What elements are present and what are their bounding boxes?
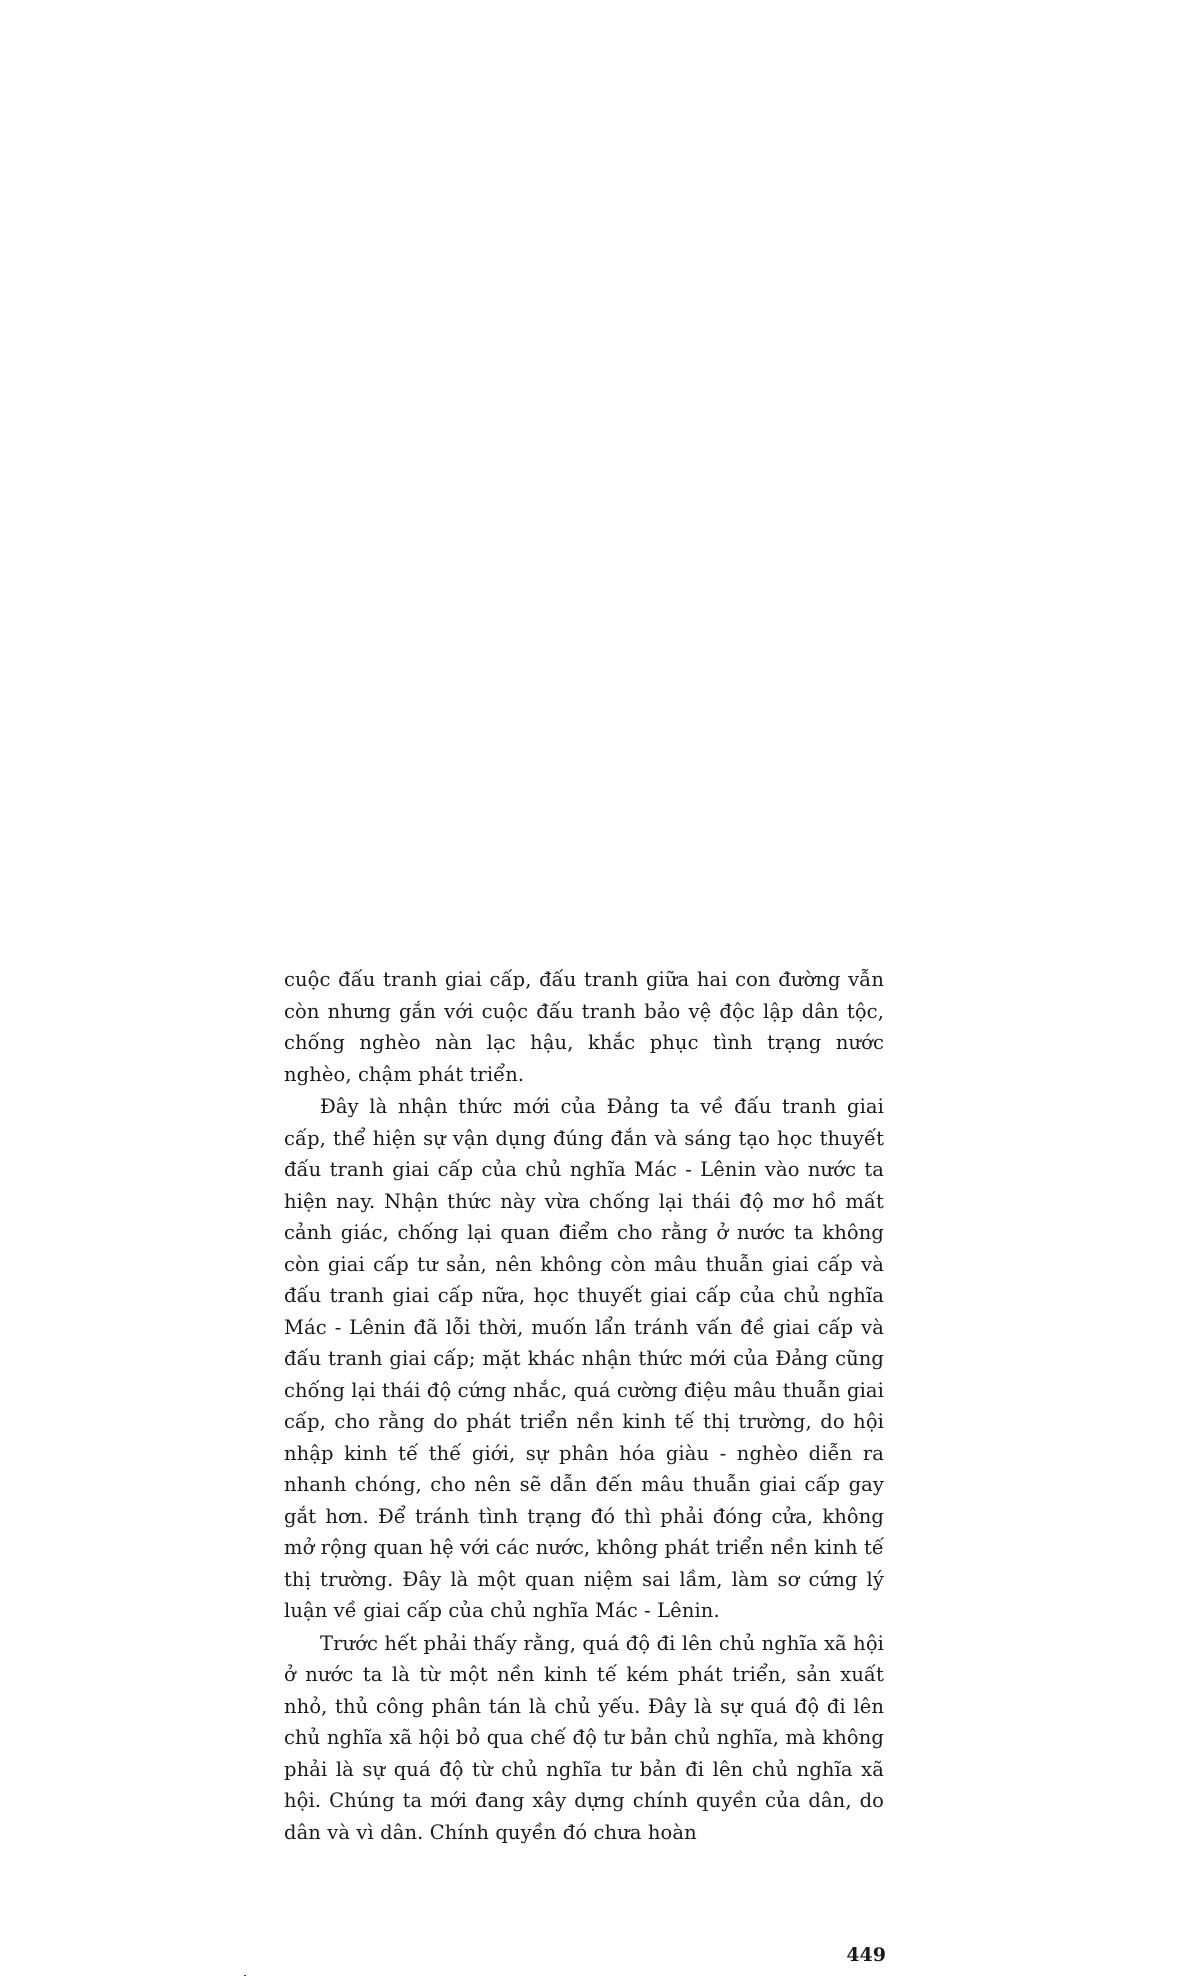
paragraph-class-struggle-awareness: Đây là nhận thức mới của Đảng ta về đấu tranh giai cấp, thể hiện sự vận dụng đúng đắn và sáng tạo học thuyết đấu tranh giai cấp của chủ nghĩa Mác - Lênin vào nước ta hiện nay. Nhận thức này vừa chống lại thái độ mơ hồ mất cảnh giác, chống lại quan điểm cho rằng ở nước ta không còn giai cấp tư sản, nên không còn mâu thuẫn giai cấp và đấu tranh giai cấp nữa, học thuyết giai cấp của chủ nghĩa Mác - Lênin đã lỗi thời, muốn lẩn tránh vấn đề giai cấp và đấu tranh giai cấp; mặt khác nhận thức mới của Đảng cũng chống lại thái độ cứng nhắc, quá cường điệu mâu thuẫn giai cấp, cho rằng do phát triển nền kinh tế thị trường, do hội nhập kinh tế thế giới, sự phân hóa giàu - nghèo diễn ra nhanh chóng, cho nên sẽ dẫn đến mâu thuẫn giai cấp gay gắt hơn. Để tránh tình trạng đó thì phải đóng cửa, không mở rộng quan hệ với các nước, không phát triển nền kinh tế thị trường. Đây là một quan niệm sai lầm, làm sơ cứng lý luận về giai cấp của chủ nghĩa Mác - Lênin. [284, 1095, 885, 1622]
paragraph-continuation: cuộc đấu tranh giai cấp, đấu tranh giữa hai con đường vẫn còn nhưng gắn với cuộc đấu tranh bảo vệ độc lập dân tộc, chống nghèo nàn lạc hậu, khắc phục tình trạng nước nghèo, chậm phát triển. [284, 968, 884, 1086]
paragraph-transition-to-socialism: Trước hết phải thấy rằng, quá độ đi lên chủ nghĩa xã hội ở nước ta là từ một nền kinh tế kém phát triển, sản xuất nhỏ, thủ công phân tán là chủ yếu. Đây là sự quá độ đi lên chủ nghĩa xã hội bỏ qua chế độ tư bản chủ nghĩa, mà không phải là sự quá độ từ chủ nghĩa tư bản đi lên chủ nghĩa xã hội. Chúng ta mới đang xây dựng chính quyền của dân, do dân và vì dân. Chính quyền đó chưa hoàn [284, 1631, 884, 1844]
page-number: 449 [846, 1944, 886, 1966]
body-text [284, 964, 884, 1848]
